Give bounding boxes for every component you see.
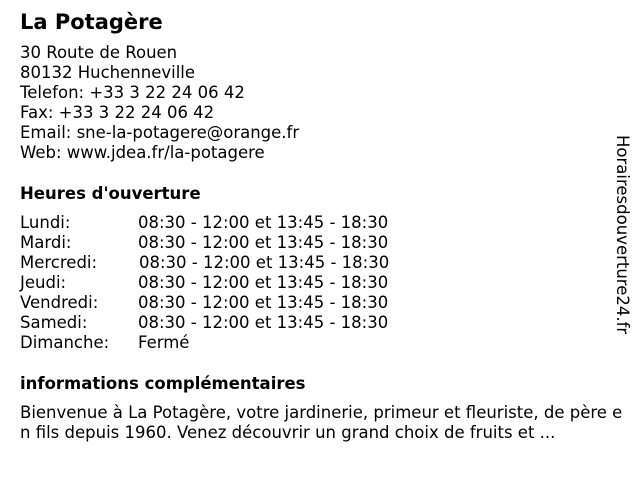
time-value: 08:30 - 12:00 et 13:45 - 18:30 (138, 313, 389, 332)
hours-table (20, 213, 440, 353)
contact-block (20, 43, 299, 163)
day-label: Mercredi: (20, 253, 98, 272)
web-line: Web: www.jdea.fr/la-potagere (20, 143, 265, 162)
time-value: 08:30 - 12:00 et 13:45 - 18:30 (138, 293, 389, 312)
site-watermark[interactable]: Horairesdouverture24.fr (613, 135, 632, 335)
hours-row-friday (20, 293, 440, 313)
day-label: Samedi: (20, 313, 88, 332)
time-value: 08:30 - 12:00 et 13:45 - 18:30 (138, 213, 389, 232)
phone-line: Telefon: +33 3 22 24 06 42 (20, 83, 245, 102)
address-street: 30 Route de Rouen (20, 43, 178, 62)
info-description: Bienvenue à La Potagère, votre jardinerie, primeur et fleuriste, de père en fils depuis 1960. Venez découvrir un grand choix de fruits et ... (20, 403, 623, 442)
hours-row-sunday (20, 333, 440, 353)
day-label: Jeudi: (20, 273, 67, 292)
day-label: Mardi: (20, 233, 72, 252)
info-heading: informations complémentaires (20, 374, 306, 393)
address-city: 80132 Huchenneville (20, 63, 196, 82)
hours-row-monday (20, 213, 440, 233)
time-value: 08:30 - 12:00 et 13:45 - 18:30 (139, 253, 390, 272)
hours-row-wednesday (20, 253, 440, 273)
time-value: Fermé (138, 333, 190, 352)
day-label: Dimanche: (20, 333, 110, 352)
day-label: Lundi: (20, 213, 71, 232)
business-name: La Potagère (20, 10, 163, 34)
email-line: Email: sne-la-potagere@orange.fr (20, 123, 300, 142)
hours-heading: Heures d'ouverture (20, 184, 201, 203)
hours-row-tuesday (20, 233, 440, 253)
hours-row-thursday (20, 273, 440, 293)
hours-row-saturday (20, 313, 440, 333)
time-value: 08:30 - 12:00 et 13:45 - 18:30 (138, 273, 389, 292)
day-label: Vendredi: (20, 293, 99, 312)
time-value: 08:30 - 12:00 et 13:45 - 18:30 (138, 233, 389, 252)
fax-line: Fax: +33 3 22 24 06 42 (20, 103, 215, 122)
